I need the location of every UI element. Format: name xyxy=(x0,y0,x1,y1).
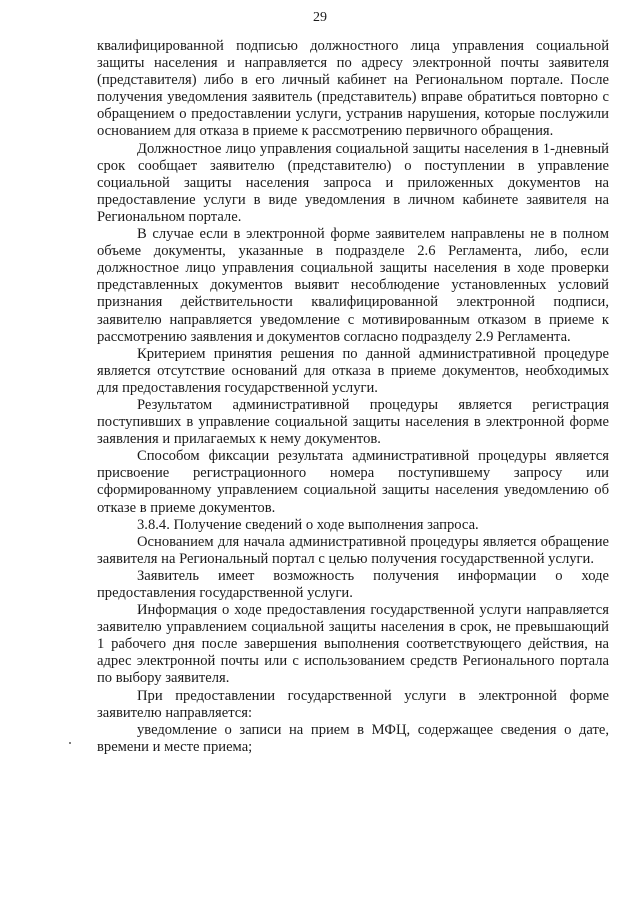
paragraph-applicant-info: Заявитель имеет возможность получения информации о ходе предоставления государственной услуги. xyxy=(97,567,609,601)
page-number: 29 xyxy=(313,10,327,25)
paragraph-procedure-result: Результатом административной процедуры является регистрация поступивших в управление социальной защиты населения в электронной форме заявления и прилагаемых к нему документов. xyxy=(97,396,609,448)
paragraph-mfc-appointment: уведомление о записи на прием в МФЦ, содержащее сведения о дате, времени и месте приема; xyxy=(97,721,609,755)
scan-artifact xyxy=(69,742,71,744)
document-body xyxy=(97,38,609,756)
paragraph-basis: Основанием для начала административной процедуры является обращение заявителя на Региональный портал с целью получения государственной услуги. xyxy=(97,533,609,567)
paragraph-notification: Должностное лицо управления социальной защиты населения в 1-дневный срок сообщает заявителю (представителю) о поступлении в управление социальной защиты населения запроса и приложенных документов на предоставление услуги в виде уведомления в личном кабинете заявителя на Региональном портале. xyxy=(97,140,609,225)
paragraph-continuation: квалифицированной подписью должностного лица управления социальной защиты населения и направляется по адресу электронной почты заявителя (представителя) либо в его личный кабинет на Региональном портале. После получения уведомления заявитель (представитель) вправе обратиться повторно с обращением о предоставлении услуги, устранив нарушения, которые послужили основанием для отказа в приеме к рассмотрению первичного обращения. xyxy=(97,38,609,140)
section-heading-3-8-4: 3.8.4. Получение сведений о ходе выполнения запроса. xyxy=(137,516,479,533)
paragraph-incomplete-docs: В случае если в электронной форме заявителем направлены не в полном объеме документы, указанные в подразделе 2.6 Регламента, либо, если должностное лицо управления социальной защиты населения в ходе проверки представленных документов выявит несоблюдение установленных условий признания действительности квалифицированной электронной подписи, заявителю направляется уведомление с мотивированным отказом в приеме к рассмотрению заявления и документов согласно подразделу 2.9 Регламента. xyxy=(97,226,609,345)
paragraph-info-delivery: Информация о ходе предоставления государственной услуги направляется заявителю управлением социальной защиты населения в срок, не превышающий 1 рабочего дня после завершения выполнения соответствующего действия, на адрес электронной почты или с использованием средств Регионального портала по выбору заявителя. xyxy=(97,602,609,687)
paragraph-decision-criterion: Критерием принятия решения по данной административной процедуре является отсутствие оснований для отказа в приеме документов, необходимых для предоставления государственной услуги. xyxy=(97,345,609,396)
paragraph-electronic-form: При предоставлении государственной услуги в электронной форме заявителю направляется: xyxy=(97,687,609,721)
paragraph-fixation-method: Способом фиксации результата административной процедуры является присвоение регистрационного номера поступившему запросу или сформированному управлением социальной защиты населения уведомлению об отказе в приеме документов. xyxy=(97,448,609,516)
